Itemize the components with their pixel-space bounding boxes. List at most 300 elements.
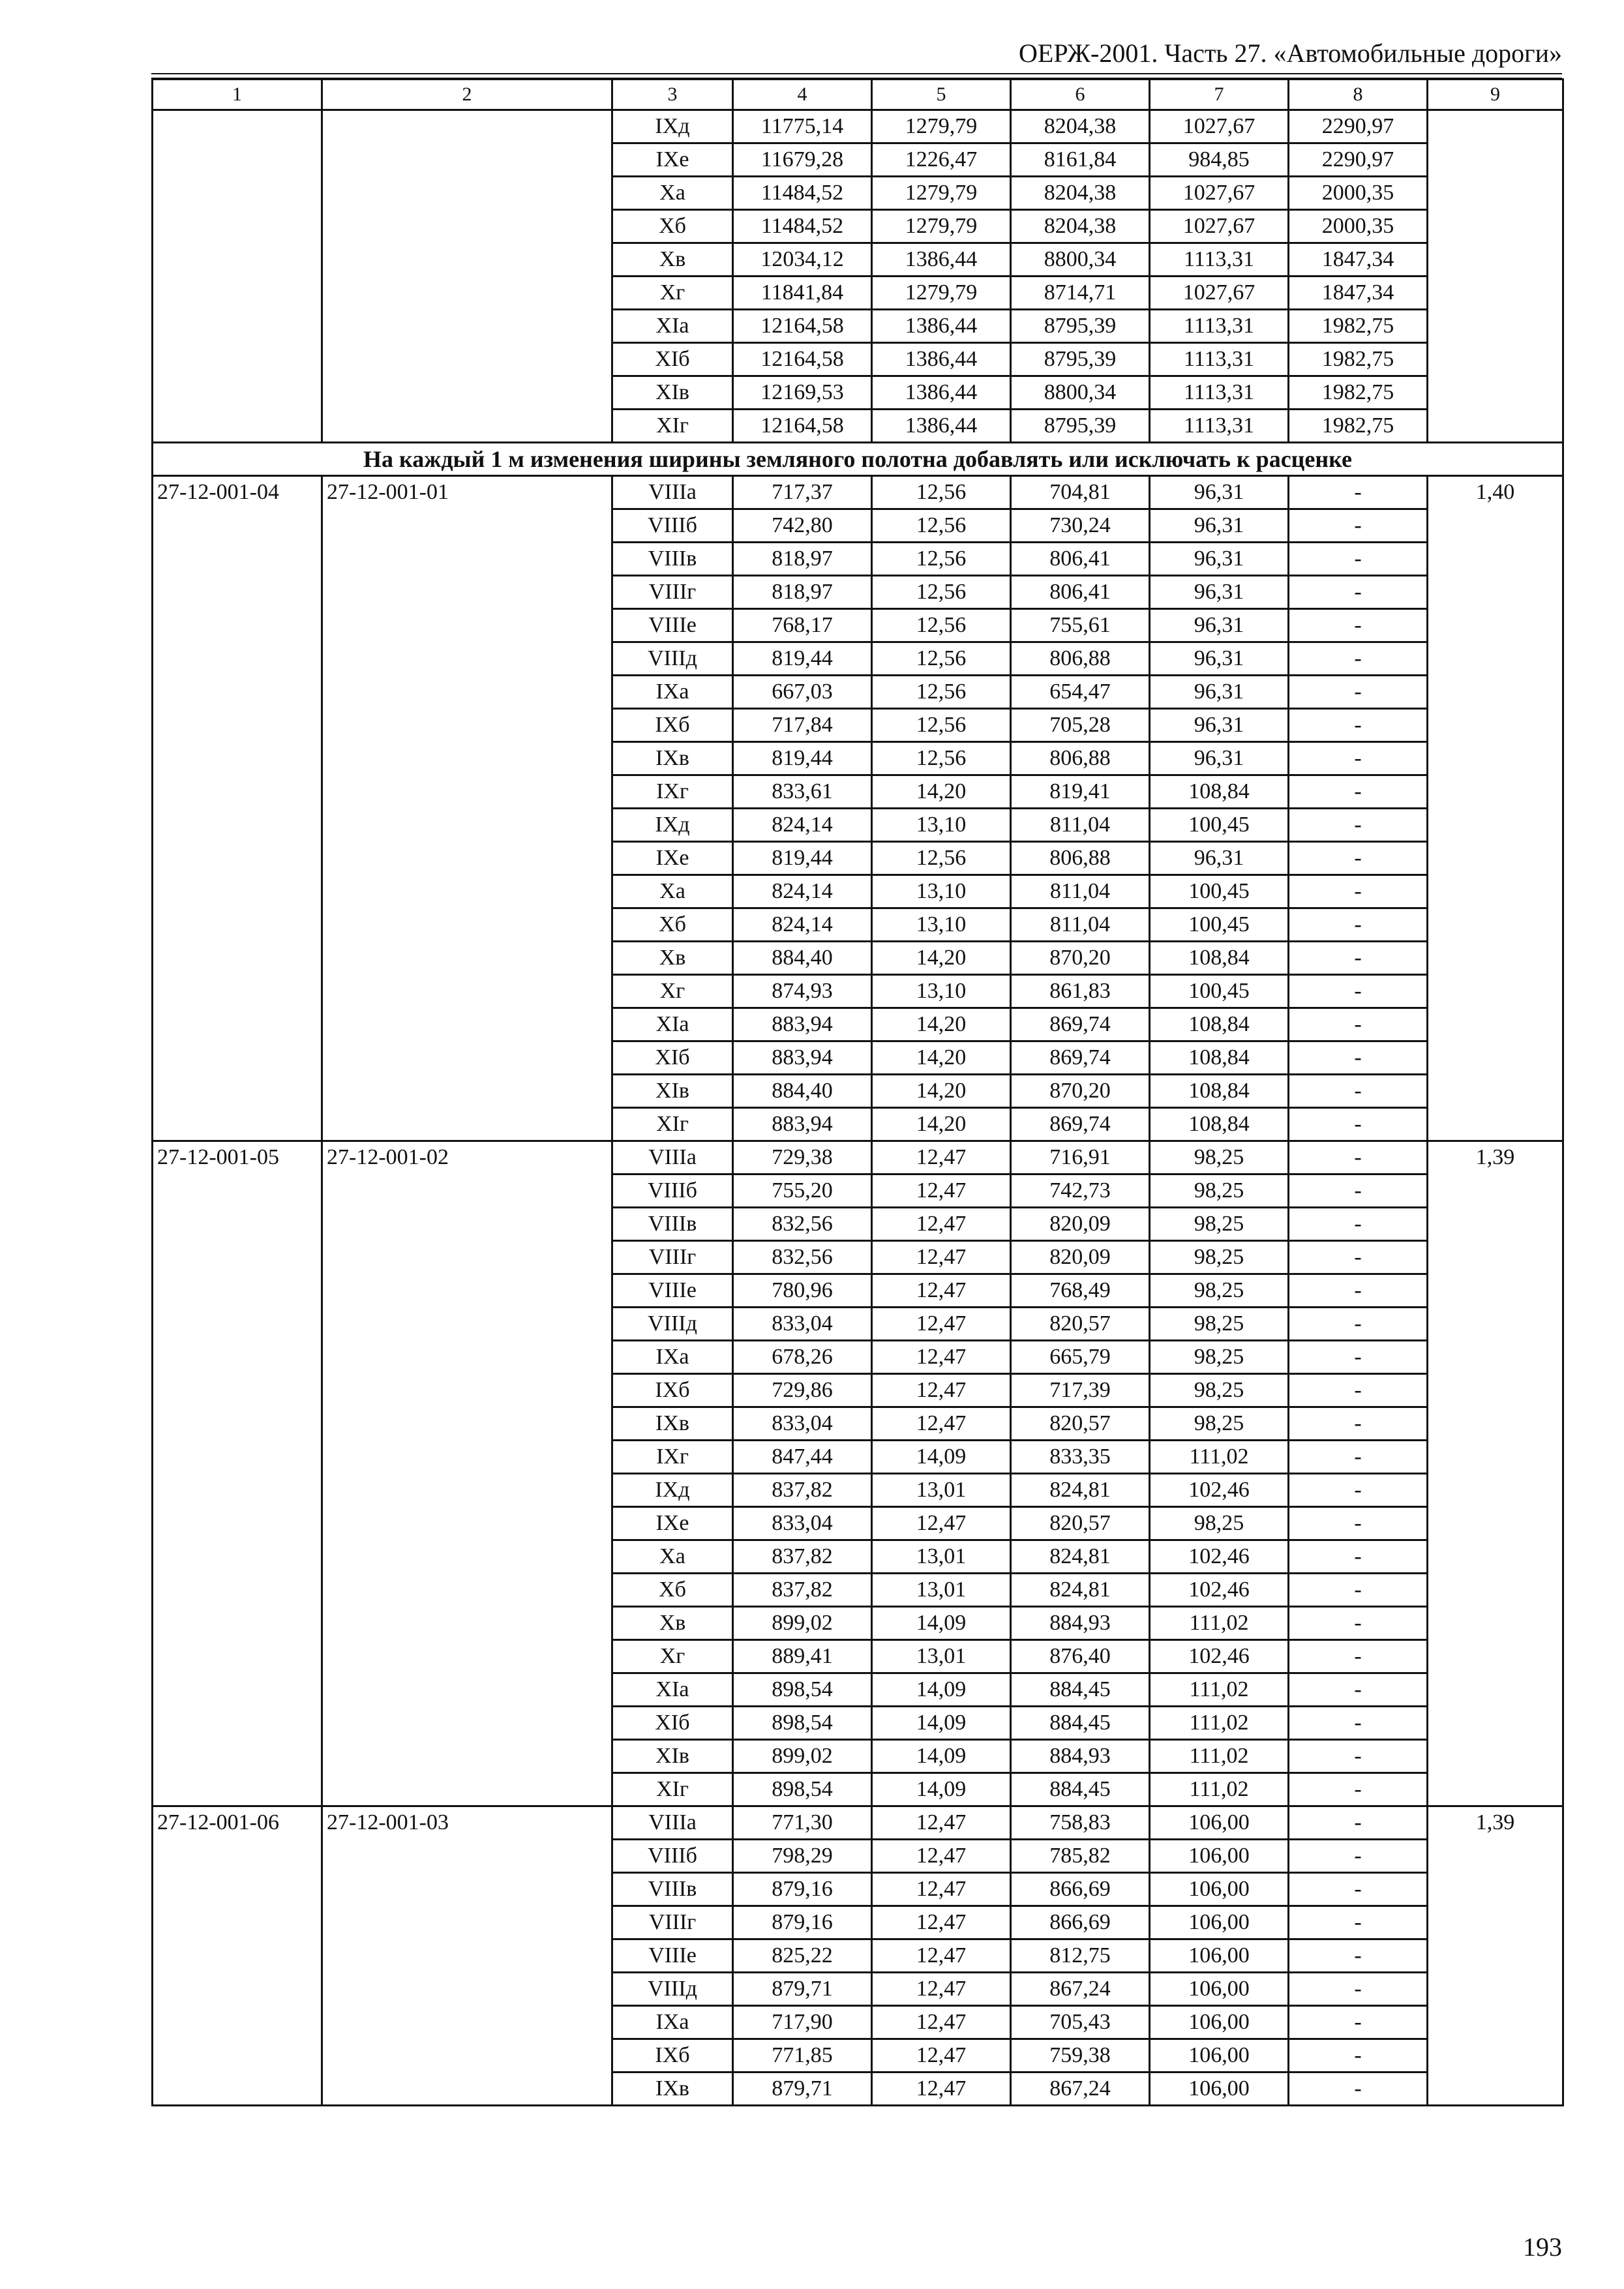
direct-cost-cell: 819,44 [733,842,872,875]
wages-cell: 1279,79 [872,177,1011,210]
machine-cost-cell: 820,57 [1011,1407,1150,1441]
machinist-wages-cell: 96,31 [1150,642,1289,676]
machine-cost-cell: 717,39 [1011,1374,1150,1407]
wages-cell: 12,47 [872,1806,1011,1840]
direct-cost-cell: 780,96 [733,1274,872,1308]
machinist-wages-cell: 1027,67 [1150,277,1289,310]
direct-cost-cell: 771,85 [733,2039,872,2072]
soil-category-cell: XIв [612,1075,733,1108]
soil-category-cell: Xб [612,210,733,243]
soil-category-cell: Xа [612,875,733,908]
machine-cost-cell: 866,69 [1011,1906,1150,1939]
machine-cost-cell: 742,73 [1011,1174,1150,1208]
machinist-wages-cell: 102,46 [1150,1474,1289,1507]
wages-cell: 1386,44 [872,243,1011,277]
materials-cell: - [1289,1806,1428,1840]
machine-cost-cell: 806,88 [1011,642,1150,676]
base-rate-cell: 27-12-001-02 [322,1141,612,1806]
machinist-wages-cell: 96,31 [1150,543,1289,576]
machine-cost-cell: 806,41 [1011,543,1150,576]
materials-cell: - [1289,1906,1428,1939]
machinist-wages-cell: 106,00 [1150,1873,1289,1906]
materials-cell: - [1289,908,1428,942]
machinist-wages-cell: 1113,31 [1150,243,1289,277]
direct-cost-cell: 833,61 [733,775,872,809]
soil-category-cell: IXб [612,709,733,742]
machinist-wages-cell: 98,25 [1150,1174,1289,1208]
soil-category-cell: VIIIд [612,642,733,676]
base-rate-cell: 27-12-001-01 [322,476,612,1141]
materials-cell: - [1289,1474,1428,1507]
materials-cell: - [1289,2039,1428,2072]
materials-cell: - [1289,1374,1428,1407]
machinist-wages-cell: 100,45 [1150,908,1289,942]
materials-cell: - [1289,1740,1428,1773]
soil-category-cell: VIIIа [612,1806,733,1840]
column-number: 8 [1289,80,1428,110]
soil-category-cell: IXа [612,1341,733,1374]
wages-cell: 12,47 [872,1374,1011,1407]
rate-code-cell: 27-12-001-04 [153,476,322,1141]
soil-category-cell: Xв [612,243,733,277]
direct-cost-cell: 879,16 [733,1906,872,1939]
machinist-wages-cell: 98,25 [1150,1208,1289,1241]
direct-cost-cell: 729,38 [733,1141,872,1174]
machine-cost-cell: 730,24 [1011,509,1150,543]
materials-cell: 1847,34 [1289,243,1428,277]
wages-cell: 12,56 [872,642,1011,676]
machinist-wages-cell: 984,85 [1150,143,1289,177]
direct-cost-cell: 899,02 [733,1607,872,1640]
machine-cost-cell: 8204,38 [1011,177,1150,210]
column-number: 9 [1428,80,1563,110]
wages-cell: 12,47 [872,1341,1011,1374]
direct-cost-cell: 798,29 [733,1840,872,1873]
machinist-wages-cell: 98,25 [1150,1274,1289,1308]
machinist-wages-cell: 106,00 [1150,2039,1289,2072]
direct-cost-cell: 819,44 [733,642,872,676]
materials-cell: - [1289,942,1428,975]
machinist-wages-cell: 106,00 [1150,1840,1289,1873]
wages-cell: 12,47 [872,2072,1011,2106]
direct-cost-cell: 717,84 [733,709,872,742]
materials-cell: - [1289,476,1428,509]
direct-cost-cell: 11679,28 [733,143,872,177]
wages-cell: 14,09 [872,1773,1011,1806]
materials-cell: - [1289,1041,1428,1075]
machine-cost-cell: 806,88 [1011,742,1150,775]
machinist-wages-cell: 108,84 [1150,1008,1289,1041]
direct-cost-cell: 12164,58 [733,310,872,343]
machinist-wages-cell: 1027,67 [1150,177,1289,210]
machinist-wages-cell: 96,31 [1150,842,1289,875]
machinist-wages-cell: 1113,31 [1150,410,1289,443]
wages-cell: 12,47 [872,1241,1011,1274]
materials-cell: - [1289,975,1428,1008]
soil-category-cell: IXа [612,676,733,709]
soil-category-cell: Xг [612,975,733,1008]
machine-cost-cell: 8204,38 [1011,210,1150,243]
wages-cell: 12,47 [872,1174,1011,1208]
materials-cell: - [1289,1108,1428,1141]
wages-cell: 13,10 [872,809,1011,842]
machine-cost-cell: 870,20 [1011,1075,1150,1108]
direct-cost-cell: 898,54 [733,1707,872,1740]
machine-cost-cell: 806,88 [1011,842,1150,875]
direct-cost-cell: 717,90 [733,2006,872,2039]
direct-cost-cell: 898,54 [733,1773,872,1806]
materials-cell: - [1289,1607,1428,1640]
wages-cell: 1386,44 [872,376,1011,410]
wages-cell: 12,47 [872,1939,1011,1973]
machine-cost-cell: 8795,39 [1011,410,1150,443]
soil-category-cell: VIIIв [612,1873,733,1906]
soil-category-cell: IXб [612,1374,733,1407]
machine-cost-cell: 876,40 [1011,1640,1150,1673]
machine-cost-cell: 665,79 [1011,1341,1150,1374]
direct-cost-cell: 824,14 [733,908,872,942]
materials-cell: - [1289,1241,1428,1274]
materials-cell: - [1289,1441,1428,1474]
machinist-wages-cell: 1113,31 [1150,343,1289,376]
soil-category-cell: Xв [612,942,733,975]
wages-cell: 13,10 [872,908,1011,942]
wages-cell: 14,20 [872,942,1011,975]
wages-cell: 12,56 [872,576,1011,609]
machine-cost-cell: 820,09 [1011,1241,1150,1274]
machine-cost-cell: 867,24 [1011,1973,1150,2006]
machine-cost-cell: 758,83 [1011,1806,1150,1840]
soil-category-cell: VIIIа [612,476,733,509]
materials-cell: - [1289,709,1428,742]
column-number: 7 [1150,80,1289,110]
materials-cell: 1982,75 [1289,310,1428,343]
machinist-wages-cell: 98,25 [1150,1341,1289,1374]
header-rule [151,73,1562,74]
direct-cost-cell: 771,30 [733,1806,872,1840]
machinist-wages-cell: 96,31 [1150,709,1289,742]
wages-cell: 1386,44 [872,310,1011,343]
machine-cost-cell: 866,69 [1011,1873,1150,1906]
direct-cost-cell: 899,02 [733,1740,872,1773]
machine-cost-cell: 869,74 [1011,1108,1150,1141]
machine-cost-cell: 8800,34 [1011,376,1150,410]
wages-cell: 12,56 [872,609,1011,642]
machine-cost-cell: 824,81 [1011,1574,1150,1607]
soil-category-cell: IXг [612,775,733,809]
soil-category-cell: IXе [612,842,733,875]
wages-cell: 12,47 [872,1840,1011,1873]
machine-cost-cell: 8800,34 [1011,243,1150,277]
machine-cost-cell: 820,57 [1011,1308,1150,1341]
machine-cost-cell: 811,04 [1011,908,1150,942]
wages-cell: 12,47 [872,1141,1011,1174]
wages-cell: 12,47 [872,1274,1011,1308]
direct-cost-cell: 678,26 [733,1341,872,1374]
direct-cost-cell: 837,82 [733,1540,872,1574]
wages-cell: 12,47 [872,1407,1011,1441]
machine-cost-cell: 705,43 [1011,2006,1150,2039]
soil-category-cell: VIIIа [612,1141,733,1174]
soil-category-cell: VIIIг [612,1241,733,1274]
materials-cell: - [1289,1008,1428,1041]
direct-cost-cell: 883,94 [733,1008,872,1041]
machinist-wages-cell: 96,31 [1150,676,1289,709]
materials-cell: - [1289,1141,1428,1174]
direct-cost-cell: 879,16 [733,1873,872,1906]
machine-cost-cell: 884,93 [1011,1607,1150,1640]
machinist-wages-cell: 98,25 [1150,1407,1289,1441]
wages-cell: 14,20 [872,1041,1011,1075]
materials-cell: - [1289,1407,1428,1441]
soil-category-cell: VIIIв [612,1208,733,1241]
wages-cell: 14,09 [872,1673,1011,1707]
materials-cell: - [1289,1640,1428,1673]
machine-cost-cell: 824,81 [1011,1474,1150,1507]
machinist-wages-cell: 108,84 [1150,942,1289,975]
wages-cell: 14,09 [872,1607,1011,1640]
machinist-wages-cell: 98,25 [1150,1308,1289,1341]
soil-category-cell: Xа [612,177,733,210]
soil-category-cell: VIIIв [612,543,733,576]
machine-cost-cell: 820,57 [1011,1507,1150,1540]
soil-category-cell: XIа [612,1673,733,1707]
soil-category-cell: Xа [612,1540,733,1574]
wages-cell: 12,56 [872,476,1011,509]
base-rate-cell: 27-12-001-03 [322,1806,612,2106]
soil-category-cell: VIIIг [612,576,733,609]
table-body [153,80,1563,2106]
machine-cost-cell: 8204,38 [1011,110,1150,143]
soil-category-cell: Xб [612,908,733,942]
direct-cost-cell: 819,44 [733,742,872,775]
wages-cell: 12,56 [872,543,1011,576]
table-row [153,1806,1563,1840]
direct-cost-cell: 832,56 [733,1208,872,1241]
soil-category-cell: XIб [612,1041,733,1075]
machine-cost-cell: 755,61 [1011,609,1150,642]
machinist-wages-cell: 102,46 [1150,1540,1289,1574]
wages-cell: 14,20 [872,775,1011,809]
wages-cell: 14,20 [872,1075,1011,1108]
table-row [153,476,1563,509]
wages-cell: 12,56 [872,742,1011,775]
materials-cell: - [1289,1274,1428,1308]
rates-table [151,78,1564,2106]
soil-category-cell: VIIIд [612,1973,733,2006]
machine-cost-cell: 861,83 [1011,975,1150,1008]
direct-cost-cell: 833,04 [733,1407,872,1441]
wages-cell: 14,20 [872,1008,1011,1041]
machinist-wages-cell: 106,00 [1150,1973,1289,2006]
soil-category-cell: Xв [612,1607,733,1640]
wages-cell: 12,47 [872,1507,1011,1540]
column-number: 1 [153,80,322,110]
materials-cell: - [1289,576,1428,609]
soil-category-cell: IXа [612,2006,733,2039]
materials-cell: 1982,75 [1289,376,1428,410]
materials-cell: 2290,97 [1289,143,1428,177]
direct-cost-cell: 832,56 [733,1241,872,1274]
machinist-wages-cell: 111,02 [1150,1773,1289,1806]
machinist-wages-cell: 1113,31 [1150,310,1289,343]
machine-cost-cell: 8795,39 [1011,310,1150,343]
machinist-wages-cell: 111,02 [1150,1707,1289,1740]
direct-cost-cell: 889,41 [733,1640,872,1673]
direct-cost-cell: 12164,58 [733,410,872,443]
machinist-wages-cell: 98,25 [1150,1241,1289,1274]
soil-category-cell: VIIIб [612,509,733,543]
machine-cost-cell: 819,41 [1011,775,1150,809]
machine-cost-cell: 869,74 [1011,1008,1150,1041]
direct-cost-cell: 837,82 [733,1574,872,1607]
machine-cost-cell: 824,81 [1011,1540,1150,1574]
direct-cost-cell: 11484,52 [733,210,872,243]
direct-cost-cell: 884,40 [733,942,872,975]
wages-cell: 12,47 [872,1873,1011,1906]
direct-cost-cell: 883,94 [733,1108,872,1141]
wages-cell: 12,47 [872,1973,1011,2006]
materials-cell: - [1289,1341,1428,1374]
wages-cell: 12,56 [872,842,1011,875]
wages-cell: 12,56 [872,709,1011,742]
materials-cell: 2000,35 [1289,177,1428,210]
rate-code-cell: 27-12-001-06 [153,1806,322,2106]
materials-cell: - [1289,1308,1428,1341]
soil-category-cell: IXв [612,1407,733,1441]
table-row [153,1141,1563,1174]
direct-cost-cell: 874,93 [733,975,872,1008]
soil-category-cell: VIIIе [612,609,733,642]
materials-cell: - [1289,2072,1428,2106]
machinist-wages-cell: 106,00 [1150,1806,1289,1840]
machine-cost-cell: 884,93 [1011,1740,1150,1773]
materials-cell: - [1289,609,1428,642]
machinist-wages-cell: 98,25 [1150,1141,1289,1174]
wages-cell: 13,01 [872,1640,1011,1673]
direct-cost-cell: 12164,58 [733,343,872,376]
machine-cost-cell: 768,49 [1011,1274,1150,1308]
soil-category-cell: VIIIе [612,1939,733,1973]
soil-category-cell: IXд [612,809,733,842]
materials-cell: - [1289,2006,1428,2039]
direct-cost-cell: 825,22 [733,1939,872,1973]
wages-cell: 14,09 [872,1740,1011,1773]
soil-category-cell: IXв [612,742,733,775]
materials-cell: 2290,97 [1289,110,1428,143]
coefficient-cell: 1,39 [1428,1141,1563,1806]
wages-cell: 1279,79 [872,110,1011,143]
materials-cell: 1982,75 [1289,410,1428,443]
wages-cell: 12,56 [872,509,1011,543]
materials-cell: - [1289,1773,1428,1806]
direct-cost-cell: 847,44 [733,1441,872,1474]
wages-cell: 1279,79 [872,210,1011,243]
wages-cell: 13,10 [872,875,1011,908]
direct-cost-cell: 884,40 [733,1075,872,1108]
materials-cell: 2000,35 [1289,210,1428,243]
wages-cell: 12,47 [872,1208,1011,1241]
soil-category-cell: VIIIб [612,1840,733,1873]
materials-cell: - [1289,1174,1428,1208]
direct-cost-cell: 879,71 [733,2072,872,2106]
machinist-wages-cell: 102,46 [1150,1640,1289,1673]
machine-cost-cell: 833,35 [1011,1441,1150,1474]
direct-cost-cell: 768,17 [733,609,872,642]
direct-cost-cell: 11841,84 [733,277,872,310]
soil-category-cell: XIа [612,1008,733,1041]
materials-cell: - [1289,775,1428,809]
soil-category-cell: Xб [612,1574,733,1607]
wages-cell: 13,10 [872,975,1011,1008]
machine-cost-cell: 785,82 [1011,1840,1150,1873]
machinist-wages-cell: 96,31 [1150,509,1289,543]
coefficient-cell: 1,39 [1428,1806,1563,2106]
machine-cost-cell: 759,38 [1011,2039,1150,2072]
machinist-wages-cell: 98,25 [1150,1507,1289,1540]
column-number-row [153,80,1563,110]
soil-category-cell: XIб [612,1707,733,1740]
wages-cell: 13,01 [872,1574,1011,1607]
machine-cost-cell: 867,24 [1011,2072,1150,2106]
materials-cell: - [1289,1873,1428,1906]
soil-category-cell: VIIIг [612,1906,733,1939]
table-row [153,110,1563,143]
rate-code-cell: 27-12-001-05 [153,1141,322,1806]
direct-cost-cell: 11775,14 [733,110,872,143]
direct-cost-cell: 729,86 [733,1374,872,1407]
machinist-wages-cell: 108,84 [1150,1075,1289,1108]
direct-cost-cell: 717,37 [733,476,872,509]
machinist-wages-cell: 96,31 [1150,576,1289,609]
machine-cost-cell: 811,04 [1011,875,1150,908]
direct-cost-cell: 755,20 [733,1174,872,1208]
materials-cell: - [1289,1507,1428,1540]
machinist-wages-cell: 111,02 [1150,1673,1289,1707]
machinist-wages-cell: 102,46 [1150,1574,1289,1607]
soil-category-cell: IXд [612,110,733,143]
coefficient-cell: 1,40 [1428,476,1563,1141]
wages-cell: 12,47 [872,1308,1011,1341]
machinist-wages-cell: 106,00 [1150,1906,1289,1939]
machinist-wages-cell: 111,02 [1150,1607,1289,1640]
machine-cost-cell: 884,45 [1011,1707,1150,1740]
soil-category-cell: IXе [612,143,733,177]
column-number: 6 [1011,80,1150,110]
machinist-wages-cell: 1027,67 [1150,210,1289,243]
wages-cell: 13,01 [872,1540,1011,1574]
direct-cost-cell: 742,80 [733,509,872,543]
wages-cell: 12,56 [872,676,1011,709]
machinist-wages-cell: 100,45 [1150,975,1289,1008]
machinist-wages-cell: 111,02 [1150,1441,1289,1474]
wages-cell: 1226,47 [872,143,1011,177]
soil-category-cell: XIв [612,376,733,410]
machine-cost-cell: 820,09 [1011,1208,1150,1241]
machine-cost-cell: 812,75 [1011,1939,1150,1973]
direct-cost-cell: 12034,12 [733,243,872,277]
section-heading-row [153,443,1563,476]
materials-cell: - [1289,509,1428,543]
page-number: 193 [1523,2232,1562,2262]
machine-cost-cell: 884,45 [1011,1773,1150,1806]
machinist-wages-cell: 96,31 [1150,476,1289,509]
soil-category-cell: IXд [612,1474,733,1507]
machine-cost-cell: 8795,39 [1011,343,1150,376]
soil-category-cell: VIIIд [612,1308,733,1341]
machinist-wages-cell: 1027,67 [1150,110,1289,143]
materials-cell: - [1289,676,1428,709]
